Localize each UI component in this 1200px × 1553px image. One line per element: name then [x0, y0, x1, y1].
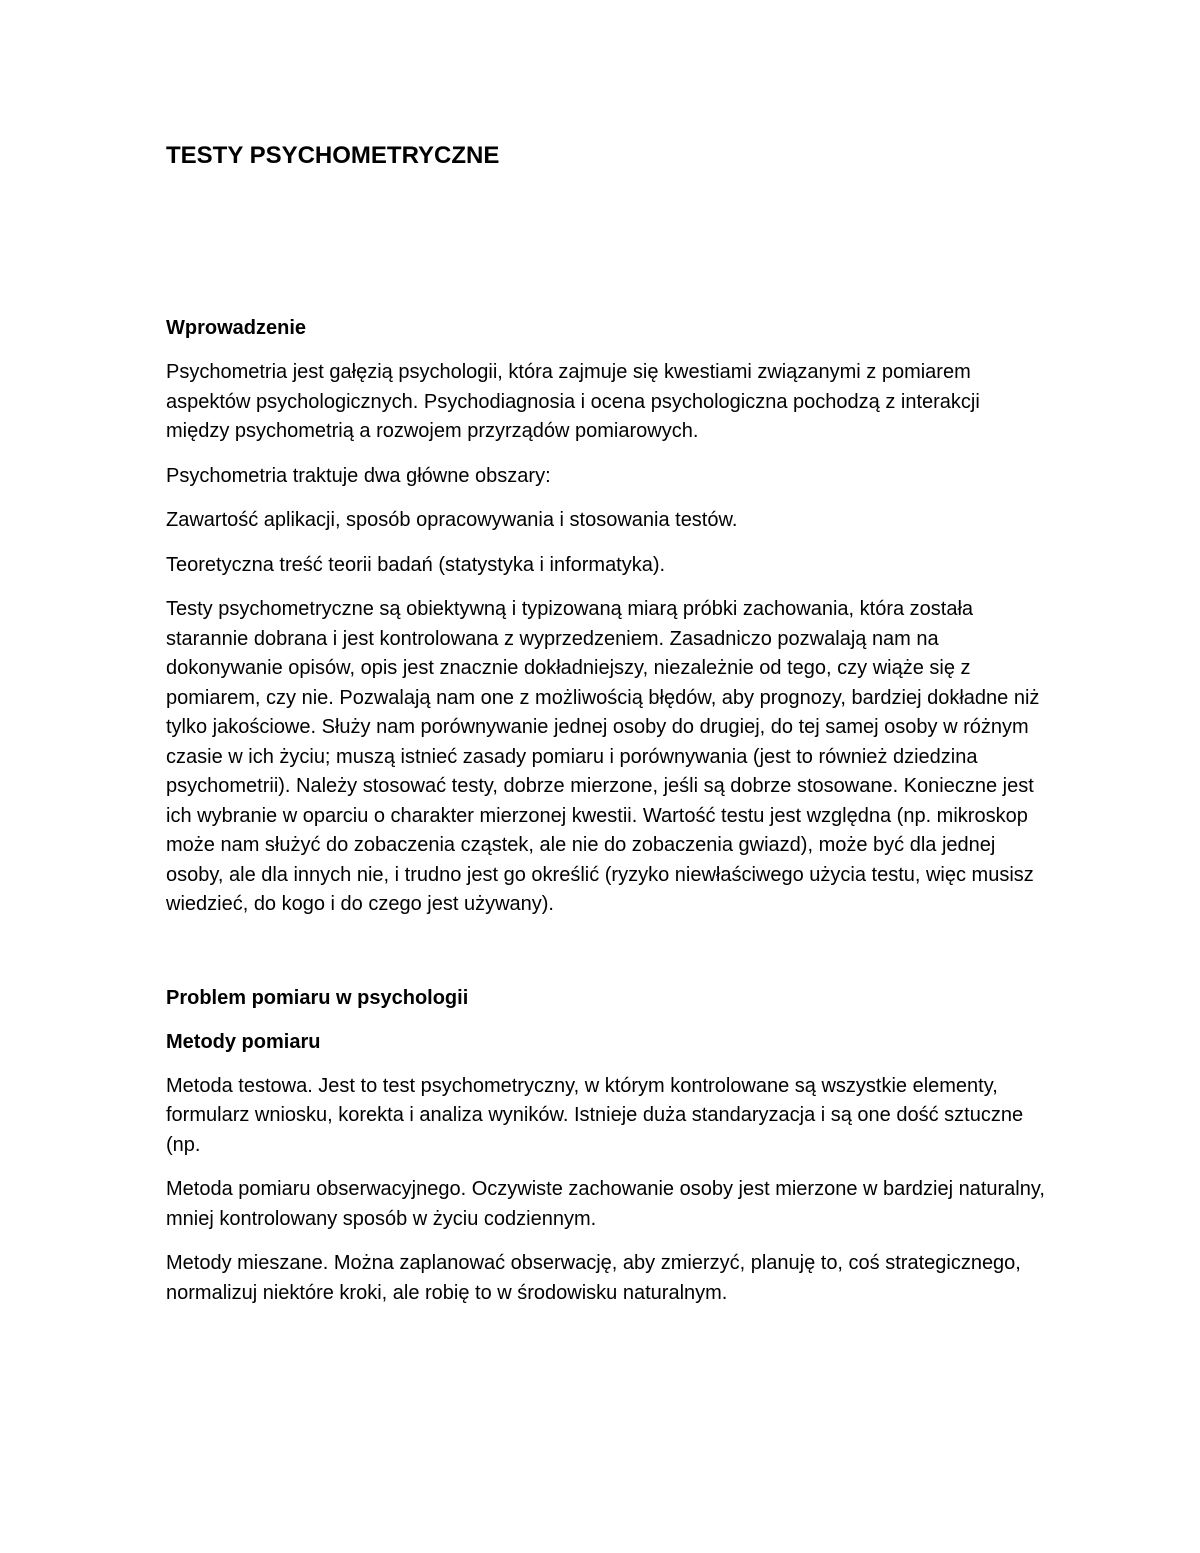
- paragraph: Teoretyczna treść teorii badań (statystyka i informatyka).: [166, 553, 666, 576]
- paragraph: Testy psychometryczne są obiektywną i typizowaną miarą próbki zachowania, która została starannie dobrana i jest kontrolowana z wyprzedzeniem. Zasadniczo pozwalają nam na dokonywanie opisów, opis jest znacznie dokładniejszy, niezależnie od tego, czy wiąże się z pomiarem, czy nie. Pozwalają nam one z możliwością błędów, aby prognozy, bardziej dokładne niż tylko jakościowe. Służy nam porównywanie jednej osoby do drugiej, do tej samej osoby w różnym czasie w ich życiu; muszą istnieć zasady pomiaru i porównywania (jest to również dziedzina psychometrii). Należy stosować testy, dobrze mierzone, jeśli są dobrze stosowane. Konieczne jest ich wybranie w oparciu o charakter mierzonej kwestii. Wartość testu jest względna (np. mikroskop może nam służyć do zobaczenia cząstek, ale nie do zobaczenia gwiazd), może być dla jednej osoby, ale dla innych nie, i trudno jest go określić (ryzyko niewłaściwego użycia testu, więc musisz wiedzieć, do kogo i do czego jest używany).: [166, 598, 1040, 915]
- section-heading-intro: Wprowadzenie: [166, 317, 307, 339]
- paragraph: Psychometria jest gałęzią psychologii, która zajmuje się kwestiami związanymi z pomiarem aspektów psychologicznych. Psychodiagnosia i ocena psychologiczna pochodzą z interakcji między psychometrią a rozwojem przyrządów pomiarowych.: [166, 361, 980, 442]
- section-heading-problem: Problem pomiaru w psychologii: [166, 986, 469, 1009]
- paragraph: Zawartość aplikacji, sposób opracowywania i stosowania testów.: [166, 509, 738, 531]
- document-body: [166, 140, 1046, 1308]
- paragraph: Metoda pomiaru obserwacyjnego. Oczywiste zachowanie osoby jest mierzone w bardziej naturalny, mniej kontrolowany sposób w życiu codziennym.: [166, 1178, 1045, 1230]
- paragraph: Metody mieszane. Można zaplanować obserwację, aby zmierzyć, planuję to, coś strategicznego, normalizuj niektóre kroki, ale robię to w środowisku naturalnym.: [166, 1252, 1021, 1304]
- paragraph: Psychometria traktuje dwa główne obszary:: [166, 464, 551, 487]
- paragraph: Metoda testowa. Jest to test psychometryczny, w którym kontrolowane są wszystkie elementy, formularz wniosku, korekta i analiza wyników. Istnieje duża standaryzacja i są one dość sztuczne (np.: [166, 1074, 1024, 1156]
- document-title: TESTY PSYCHOMETRYCZNE: [166, 142, 500, 169]
- subsection-heading-methods: Metody pomiaru: [166, 1030, 321, 1053]
